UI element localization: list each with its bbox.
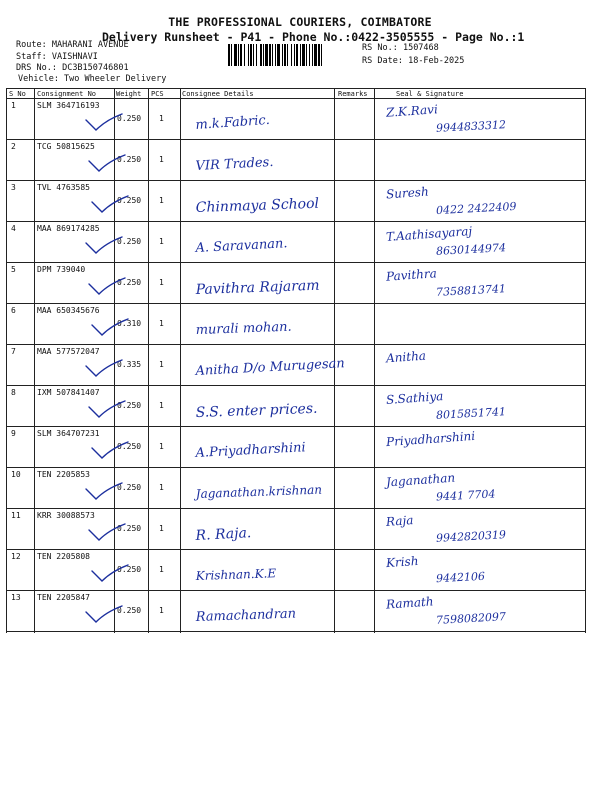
row-divider <box>6 221 586 222</box>
route-label: Route: <box>16 40 47 50</box>
rs-date-label: RS Date: <box>362 56 403 66</box>
row-consignment-no: TCG 50815625 <box>37 142 95 151</box>
delivery-checkmark-icon <box>84 604 124 626</box>
delivery-checkmark-icon <box>90 563 130 585</box>
staff-value: VAISHNAVI <box>51 52 98 62</box>
row-sno: 5 <box>11 265 16 274</box>
row-signature-phone: 7358813741 <box>435 282 507 299</box>
row-pcs: 1 <box>159 524 164 533</box>
row-signature-handwritten: Ramath <box>385 594 434 612</box>
row-divider <box>6 303 586 304</box>
row-pcs: 1 <box>159 606 164 615</box>
delivery-checkmark-icon <box>90 317 130 339</box>
barcode-image <box>228 44 355 66</box>
row-signature-handwritten: Priyadharshini <box>385 428 476 450</box>
row-signature-phone: 8015851741 <box>435 405 507 422</box>
row-pcs: 1 <box>159 442 164 451</box>
col-header-signature: Seal & Signature <box>396 90 464 98</box>
route-value: MAHARANI AVENUE <box>51 40 129 50</box>
row-weight: 0.250 <box>117 524 142 533</box>
row-signature-phone: 8630144974 <box>435 241 507 258</box>
row-weight: 0.250 <box>117 401 142 410</box>
row-consignee-handwritten: m.k.Fabric. <box>194 112 271 133</box>
row-signature-handwritten: Jaganathan <box>385 470 456 490</box>
row-consignee-handwritten: Pavithra Rajaram <box>195 277 320 298</box>
row-consignee-handwritten: R. Raja. <box>195 525 252 544</box>
row-weight: 0.250 <box>117 278 142 287</box>
row-pcs: 1 <box>159 278 164 287</box>
row-weight: 0.335 <box>117 360 142 369</box>
row-consignment-no: MAA 577572047 <box>37 347 100 356</box>
row-sno: 3 <box>11 183 16 192</box>
row-consignee-handwritten: Jaganathan.krishnan <box>195 482 323 501</box>
row-consignee-handwritten: A. Saravanan. <box>195 236 288 256</box>
delivery-checkmark-icon <box>84 235 124 257</box>
column-divider <box>148 88 149 633</box>
column-divider <box>34 88 35 633</box>
row-sno: 9 <box>11 429 16 438</box>
row-divider <box>6 508 586 509</box>
rs-number-line <box>362 43 439 53</box>
row-signature-handwritten: Krish <box>385 553 419 571</box>
row-sno: 2 <box>11 142 16 151</box>
row-sno: 8 <box>11 388 16 397</box>
rs-number-label: RS No.: <box>362 43 398 53</box>
row-divider <box>6 344 586 345</box>
row-pcs: 1 <box>159 360 164 369</box>
row-sno: 1 <box>11 101 16 110</box>
delivery-checkmark-icon <box>90 194 130 216</box>
row-divider <box>6 426 586 427</box>
row-consignee-handwritten: Anitha D/o Murugesan <box>195 356 346 379</box>
row-pcs: 1 <box>159 114 164 123</box>
col-header-pcs: PCS <box>151 90 164 98</box>
delivery-checkmark-icon <box>87 153 127 175</box>
row-signature-handwritten: Suresh <box>385 184 430 202</box>
column-divider <box>374 88 375 633</box>
column-divider <box>6 88 7 633</box>
column-divider <box>585 88 586 633</box>
delivery-checkmark-icon <box>84 358 124 380</box>
row-pcs: 1 <box>159 565 164 574</box>
row-divider <box>6 549 586 550</box>
row-divider <box>6 180 586 181</box>
delivery-checkmark-icon <box>84 112 124 134</box>
row-consignment-no: TEN 2205847 <box>37 593 90 602</box>
row-signature-phone: 7598082097 <box>435 610 507 627</box>
row-pcs: 1 <box>159 237 164 246</box>
row-weight: 0.250 <box>117 606 142 615</box>
row-consignee-handwritten: murali mohan. <box>195 319 292 338</box>
table-top-border <box>6 88 586 89</box>
row-weight: 0.310 <box>117 319 142 328</box>
row-sno: 7 <box>11 347 16 356</box>
row-pcs: 1 <box>159 401 164 410</box>
row-consignee-handwritten: Chinmaya School <box>195 195 320 216</box>
row-consignment-no: IXM 507841407 <box>37 388 100 397</box>
runsheet-table <box>6 88 586 633</box>
row-weight: 0.250 <box>117 237 142 246</box>
row-sno: 6 <box>11 306 16 315</box>
staff-line <box>16 52 98 62</box>
row-consignee-handwritten: S.S. enter prices. <box>195 400 318 421</box>
col-header-consignee: Consignee Details <box>182 90 254 98</box>
drs-line <box>16 63 129 73</box>
row-sno: 4 <box>11 224 16 233</box>
row-divider <box>6 467 586 468</box>
row-consignment-no: MAA 869174285 <box>37 224 100 233</box>
row-weight: 0.250 <box>117 155 142 164</box>
row-weight: 0.250 <box>117 442 142 451</box>
row-weight: 0.250 <box>117 565 142 574</box>
row-pcs: 1 <box>159 319 164 328</box>
row-divider <box>6 385 586 386</box>
row-signature-handwritten: T.Aathisayaraj <box>385 224 473 244</box>
row-signature-handwritten: Z.K.Ravi <box>385 102 439 120</box>
row-pcs: 1 <box>159 196 164 205</box>
rs-date-value: 18-Feb-2025 <box>408 56 465 66</box>
row-consignment-no: TEN 2205808 <box>37 552 90 561</box>
row-consignment-no: TEN 2205853 <box>37 470 90 479</box>
row-sno: 11 <box>11 511 21 520</box>
rs-date-line <box>362 56 464 66</box>
row-consignee-handwritten: VIR Trades. <box>195 154 274 174</box>
col-header-weight: Weight <box>116 90 142 98</box>
row-pcs: 1 <box>159 155 164 164</box>
row-signature-handwritten: Pavithra <box>385 266 438 284</box>
row-divider <box>6 139 586 140</box>
row-consignment-no: SLM 364707231 <box>37 429 100 438</box>
row-consignment-no: SLM 364716193 <box>37 101 100 110</box>
col-header-consignment: Consignment No <box>37 90 97 98</box>
row-pcs: 1 <box>159 483 164 492</box>
row-signature-handwritten: Anitha <box>385 348 427 366</box>
row-signature-handwritten: S.Sathiya <box>385 389 444 407</box>
row-weight: 0.250 <box>117 114 142 123</box>
staff-label: Staff: <box>16 52 47 62</box>
row-signature-handwritten: Raja <box>385 513 414 529</box>
vehicle-line: Vehicle: Two Wheeler Delivery <box>18 74 167 84</box>
rs-number-value: 1507468 <box>402 43 439 53</box>
row-sno: 12 <box>11 552 21 561</box>
row-signature-phone: 9442106 <box>435 569 486 586</box>
row-consignment-no: KRR 30088573 <box>37 511 95 520</box>
row-signature-phone: 9441 7704 <box>435 487 496 504</box>
table-header-divider <box>6 98 586 99</box>
col-header-remarks: Remarks <box>338 90 368 98</box>
runsheet-subtitle: Delivery Runsheet - P41 - Phone No.:0422-3505555 - Page No.:1 <box>102 30 525 44</box>
row-consignment-no: DPM 739040 <box>37 265 86 274</box>
row-divider <box>6 590 586 591</box>
delivery-checkmark-icon <box>87 522 127 544</box>
row-sno: 10 <box>11 470 21 479</box>
delivery-checkmark-icon <box>90 440 130 462</box>
row-signature-phone: 9942820319 <box>435 528 507 545</box>
row-weight: 0.250 <box>117 483 142 492</box>
row-consignee-handwritten: Ramachandran <box>195 606 297 625</box>
delivery-checkmark-icon <box>84 481 124 503</box>
row-consignee-handwritten: A.Priyadharshini <box>195 440 306 461</box>
row-sno: 13 <box>11 593 21 602</box>
row-signature-phone: 0422 2422409 <box>435 199 517 218</box>
row-divider <box>6 262 586 263</box>
row-signature-phone: 9944833312 <box>435 118 507 135</box>
delivery-checkmark-icon <box>87 276 127 298</box>
row-weight: 0.250 <box>117 196 142 205</box>
company-title: THE PROFESSIONAL COURIERS, COIMBATORE <box>168 15 432 29</box>
drs-value: DC3B150746801 <box>62 63 129 73</box>
column-divider <box>180 88 181 633</box>
route-line <box>16 40 129 50</box>
drs-label: DRS No.: <box>16 63 57 73</box>
row-divider <box>6 631 586 632</box>
col-header-sno: S No <box>9 90 26 98</box>
delivery-checkmark-icon <box>87 399 127 421</box>
row-consignment-no: MAA 650345676 <box>37 306 100 315</box>
row-consignment-no: TVL 4763585 <box>37 183 90 192</box>
row-consignee-handwritten: Krishnan.K.E <box>195 566 277 583</box>
